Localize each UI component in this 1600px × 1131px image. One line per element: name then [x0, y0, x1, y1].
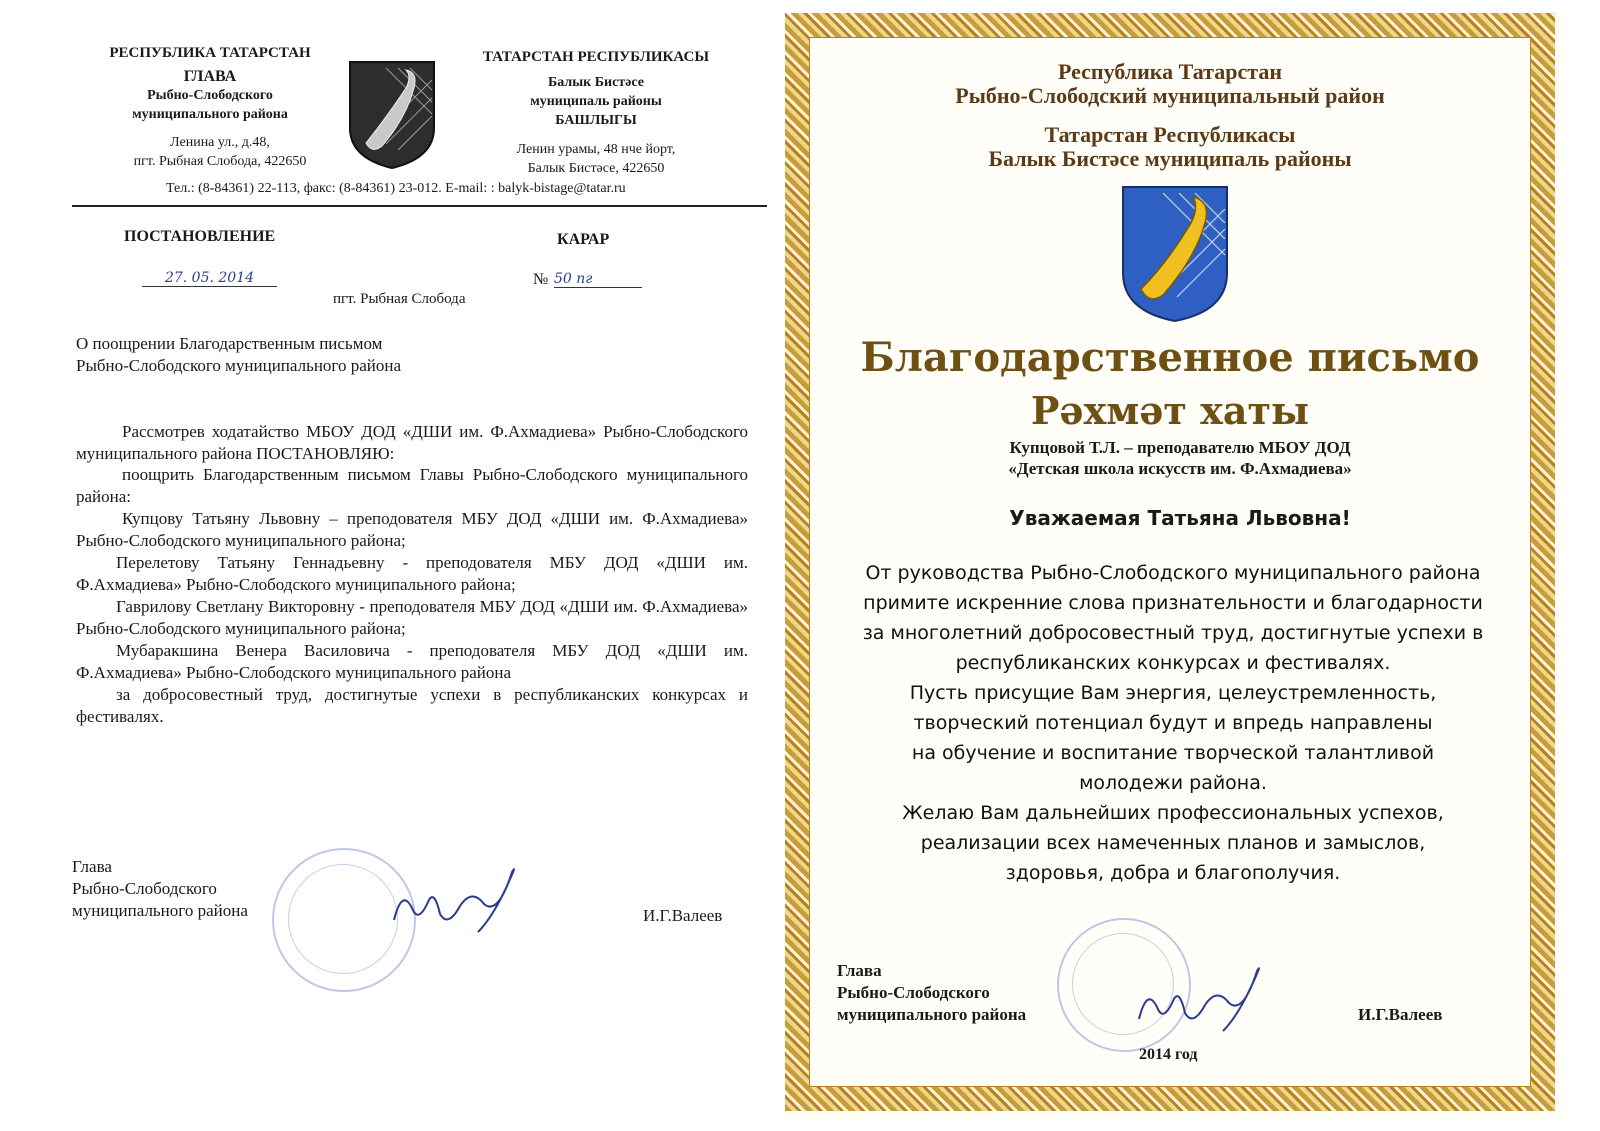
- letter-line-2: примите искренние слова признательности и благодарности: [863, 592, 1483, 614]
- recipient-line2: «Детская школа искусств им. Ф.Ахмадиева»: [1008, 459, 1352, 478]
- subject-line1: О поощрении Благодарственным письмом: [76, 334, 383, 353]
- signer-name: И.Г.Валеев: [643, 906, 723, 925]
- letter-sign-line3: муниципального района: [837, 1005, 1027, 1024]
- header-left-address1: Ленина ул., д.48,: [170, 135, 270, 150]
- sign-line2: Рыбно-Слободского: [72, 879, 217, 898]
- place: пгт. Рыбная Слобода: [333, 291, 466, 307]
- doc-type-ru: ПОСТАНОВЛЕНИЕ: [124, 228, 276, 245]
- subject-line2: Рыбно-Слободского муниципального района: [76, 356, 402, 375]
- resolution-number: 50 пг: [554, 271, 642, 288]
- header-left-republic: РЕСПУБЛИКА ТАТАРСТАН: [109, 45, 311, 61]
- paragraph-4: Перелетову Татьяну Геннадьевну - преподователя МБУ ДОД «ДШИ им. Ф.Ахмадиева» Рыбно-Слободского муниципального района;: [76, 553, 748, 594]
- recipient-line1: Купцовой Т.Л. – преподавателю МБОУ ДОД: [1009, 438, 1351, 457]
- letter-title-ru: Благодарственное письмо: [860, 334, 1480, 381]
- paragraph-6: Мубаракшина Венера Василовича - преподователя МБУ ДОД «ДШИ им. Ф.Ахмадиева» Рыбно-Слободского муниципального района: [76, 641, 748, 682]
- header-right: [462, 48, 730, 130]
- letter-signer-name: И.Г.Валеев: [1358, 1005, 1443, 1024]
- header-right-address2: Балык Бистәсе, 422650: [527, 161, 665, 176]
- coat-of-arms-color: [1119, 183, 1231, 325]
- contacts-line: Тел.: (8-84361) 22-113, факс: (8-84361) 23-012. E-mail: : balyk-bistage@tatar.ru: [166, 181, 626, 196]
- paragraph-2: поощрить Благодарственным письмом Главы Рыбно-Слободского муниципального района:: [76, 465, 748, 506]
- coat-of-arms-grayscale: [346, 58, 438, 170]
- doc-type-tt: КАРАР: [557, 231, 610, 248]
- number-label: №: [533, 271, 549, 288]
- paragraph-3: Купцову Татьяну Львовну – преподователя МБУ ДОД «ДШИ им. Ф.Ахмадиева» Рыбно-Слободского муниципального района;: [76, 509, 748, 550]
- letter-of-thanks: [785, 13, 1563, 1123]
- header-left-glava: ГЛАВА: [183, 68, 237, 85]
- letter-h2: Рыбно-Слободский муниципальный район: [955, 83, 1385, 108]
- letter-line-5: Пусть присущие Вам энергия, целеустремленность,: [909, 682, 1437, 704]
- letter-line-9: Желаю Вам дальнейших профессиональных успехов,: [902, 802, 1444, 824]
- paragraph-5: Гаврилову Светлану Викторовну - преподователя МБУ ДОД «ДШИ им. Ф.Ахмадиева» Рыбно-Слободского муниципального района;: [76, 597, 748, 638]
- letter-sign-line1: Глава: [837, 961, 882, 980]
- header-divider: [72, 205, 767, 207]
- handwritten-signature: [388, 858, 528, 943]
- header-left-district2: муниципального района: [132, 107, 288, 122]
- letter-line-4: республиканских конкурсах и фестивалях.: [955, 652, 1391, 674]
- resolution-document: [0, 0, 790, 1131]
- header-left-address: [110, 133, 330, 171]
- letter-title-tt: Рәхмәт хаты: [1030, 388, 1310, 433]
- letter-line-8: молодежи района.: [1079, 772, 1267, 794]
- header-right-district2: муниципаль районы: [530, 94, 662, 109]
- header-left-address2: пгт. Рыбная Слобода, 422650: [133, 154, 307, 169]
- header-right-address1: Ленин урамы, 48 нче йорт,: [516, 142, 676, 157]
- letter-signature-block: [837, 960, 1026, 1026]
- header-right-address: [462, 140, 730, 178]
- letter-line-11: здоровья, добра и благополучия.: [1005, 862, 1341, 884]
- header-left: [100, 44, 320, 124]
- letter-sign-line2: Рыбно-Слободского: [837, 983, 990, 1002]
- subject: [76, 333, 401, 377]
- resolution-date: 27. 05. 2014: [142, 270, 277, 287]
- letter-year: 2014 год: [1139, 1046, 1198, 1063]
- letter-body: [823, 558, 1523, 888]
- letter-line-3: за многолетний добросовестный труд, достигнутые успехи в: [862, 622, 1484, 644]
- paragraph-7: за добросовестный труд, достигнутые успехи в республиканских конкурсах и фестивалях.: [76, 685, 748, 726]
- header-right-district1: Балык Бистәсе: [548, 75, 644, 90]
- header-right-bashlygy: БАШЛЫГЫ: [555, 113, 637, 128]
- letter-header-ru: [825, 60, 1515, 108]
- header-left-district1: Рыбно-Слободского: [147, 88, 273, 103]
- header-right-republic: ТАТАРСТАН РЕСПУБЛИКАСЫ: [482, 49, 710, 65]
- letter-line-1: От руководства Рыбно-Слободского муниципального района: [865, 562, 1481, 584]
- sign-line1: Глава: [72, 857, 112, 876]
- signature-block: [72, 856, 248, 922]
- letter-recipient: [815, 437, 1545, 479]
- letter-line-7: на обучение и воспитание творческой талантливой: [911, 742, 1435, 764]
- sign-line3: муниципального района: [72, 901, 248, 920]
- letter-greeting: Уважаемая Татьяна Львовна!: [1009, 506, 1351, 530]
- letter-header-tt: [825, 123, 1515, 171]
- letter-h1: Республика Татарстан: [1057, 59, 1283, 84]
- letter-h4: Балык Бистәсе муниципаль районы: [988, 146, 1352, 171]
- paragraph-1: Рассмотрев ходатайство МБОУ ДОД «ДШИ им. Ф.Ахмадиева» Рыбно-Слободского муниципального района ПОСТАНОВЛЯЮ:: [76, 422, 748, 463]
- letter-handwritten-signature: [1133, 957, 1273, 1042]
- letter-line-6: творческий потенциал будут и впредь направлены: [913, 712, 1433, 734]
- letter-h3: Татарстан Республикасы: [1044, 122, 1296, 147]
- letter-line-10: реализации всех намеченных планов и замыслов,: [920, 832, 1426, 854]
